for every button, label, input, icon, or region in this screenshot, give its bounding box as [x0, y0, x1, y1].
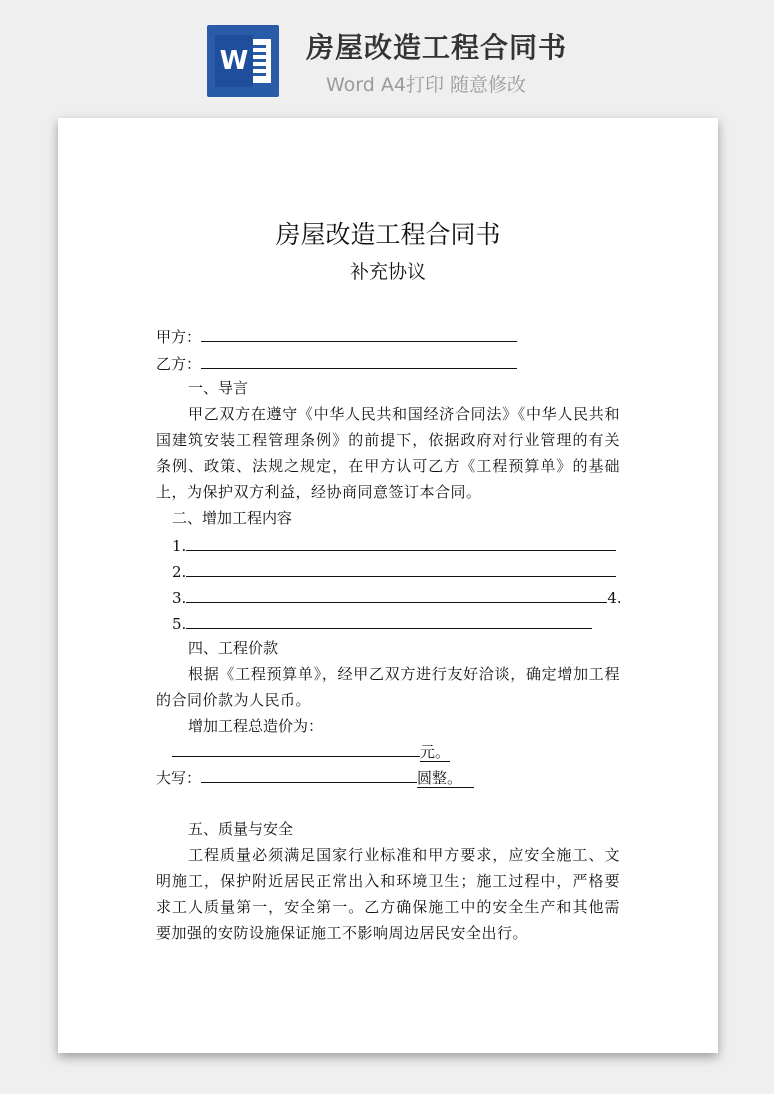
capital-amount-line: [156, 766, 474, 786]
total-price-line: [156, 740, 450, 760]
item-2-line: [156, 560, 616, 580]
item-1-label: 1.: [172, 537, 187, 555]
party-b-blank[interactable]: [201, 352, 517, 369]
item-1-blank[interactable]: [186, 534, 616, 551]
capital-suffix: 圆整。: [417, 769, 474, 788]
section-2-heading: 二、增加工程内容: [172, 509, 293, 527]
section-4-text: 根据《工程预算单》，经甲乙双方进行友好洽谈，确定增加工程的合同价款为人民币。: [156, 665, 620, 709]
total-price-blank[interactable]: [172, 740, 420, 757]
item-5-label: 5.: [172, 615, 187, 633]
section-1-text: 甲乙双方在遵守《中华人民共和国经济合同法》《中华人民共和国建筑安装工程管理条例》的前提下，依据政府对行业管理的有关条例、政策、法规之规定，在甲方认可乙方《工程预算单》的基础上，为保护双方利益，经协商同意签订本合同。: [156, 405, 620, 501]
capital-label: 大写：: [156, 769, 202, 787]
word-letter: W: [219, 46, 249, 76]
item-2-blank[interactable]: [186, 560, 616, 577]
banner: [0, 0, 774, 110]
item-3-label: 3.: [172, 589, 187, 607]
capital-amount-blank[interactable]: [201, 766, 417, 783]
section-5-heading: 五、质量与安全: [188, 820, 294, 838]
item-5-blank[interactable]: [186, 612, 592, 629]
section-5-text: 工程质量必须满足国家行业标准和甲方要求，应安全施工、文明施工，保护附近居民正常出入和环境卫生；施工过程中，严格要求工人质量第一，安全第一。乙方确保施工中的安全生产和其他需要加强的安防设施保证施工不影响周边居民安全出行。: [156, 846, 620, 942]
yuan-suffix: 元。: [420, 743, 451, 761]
party-b-line: [156, 352, 517, 372]
document-subtitle: 补充协议: [349, 261, 426, 283]
party-b-label: 乙方：: [156, 355, 202, 373]
total-price-label: 增加工程总造价为：: [188, 717, 324, 735]
item-3-line: [156, 586, 622, 606]
item-3-blank[interactable]: [186, 586, 607, 603]
item-5-line: [156, 612, 592, 632]
document-page: [58, 118, 718, 1053]
item-4-label: 4.: [607, 589, 622, 607]
document-title: 房屋改造工程合同书: [275, 220, 501, 249]
party-a-line: [156, 325, 517, 345]
party-a-label: 甲方：: [156, 328, 202, 346]
party-a-blank[interactable]: [201, 325, 517, 342]
section-4-heading: 四、工程价款: [188, 639, 279, 657]
item-1-line: [156, 534, 616, 554]
banner-subtitle: Word A4打印 随意修改: [326, 74, 527, 96]
item-2-label: 2.: [172, 563, 187, 581]
banner-title: 房屋改造工程合同书: [306, 31, 568, 64]
section-1-heading: 一、导言: [188, 379, 249, 397]
word-app-icon: [207, 25, 279, 97]
document-body: [156, 218, 622, 942]
